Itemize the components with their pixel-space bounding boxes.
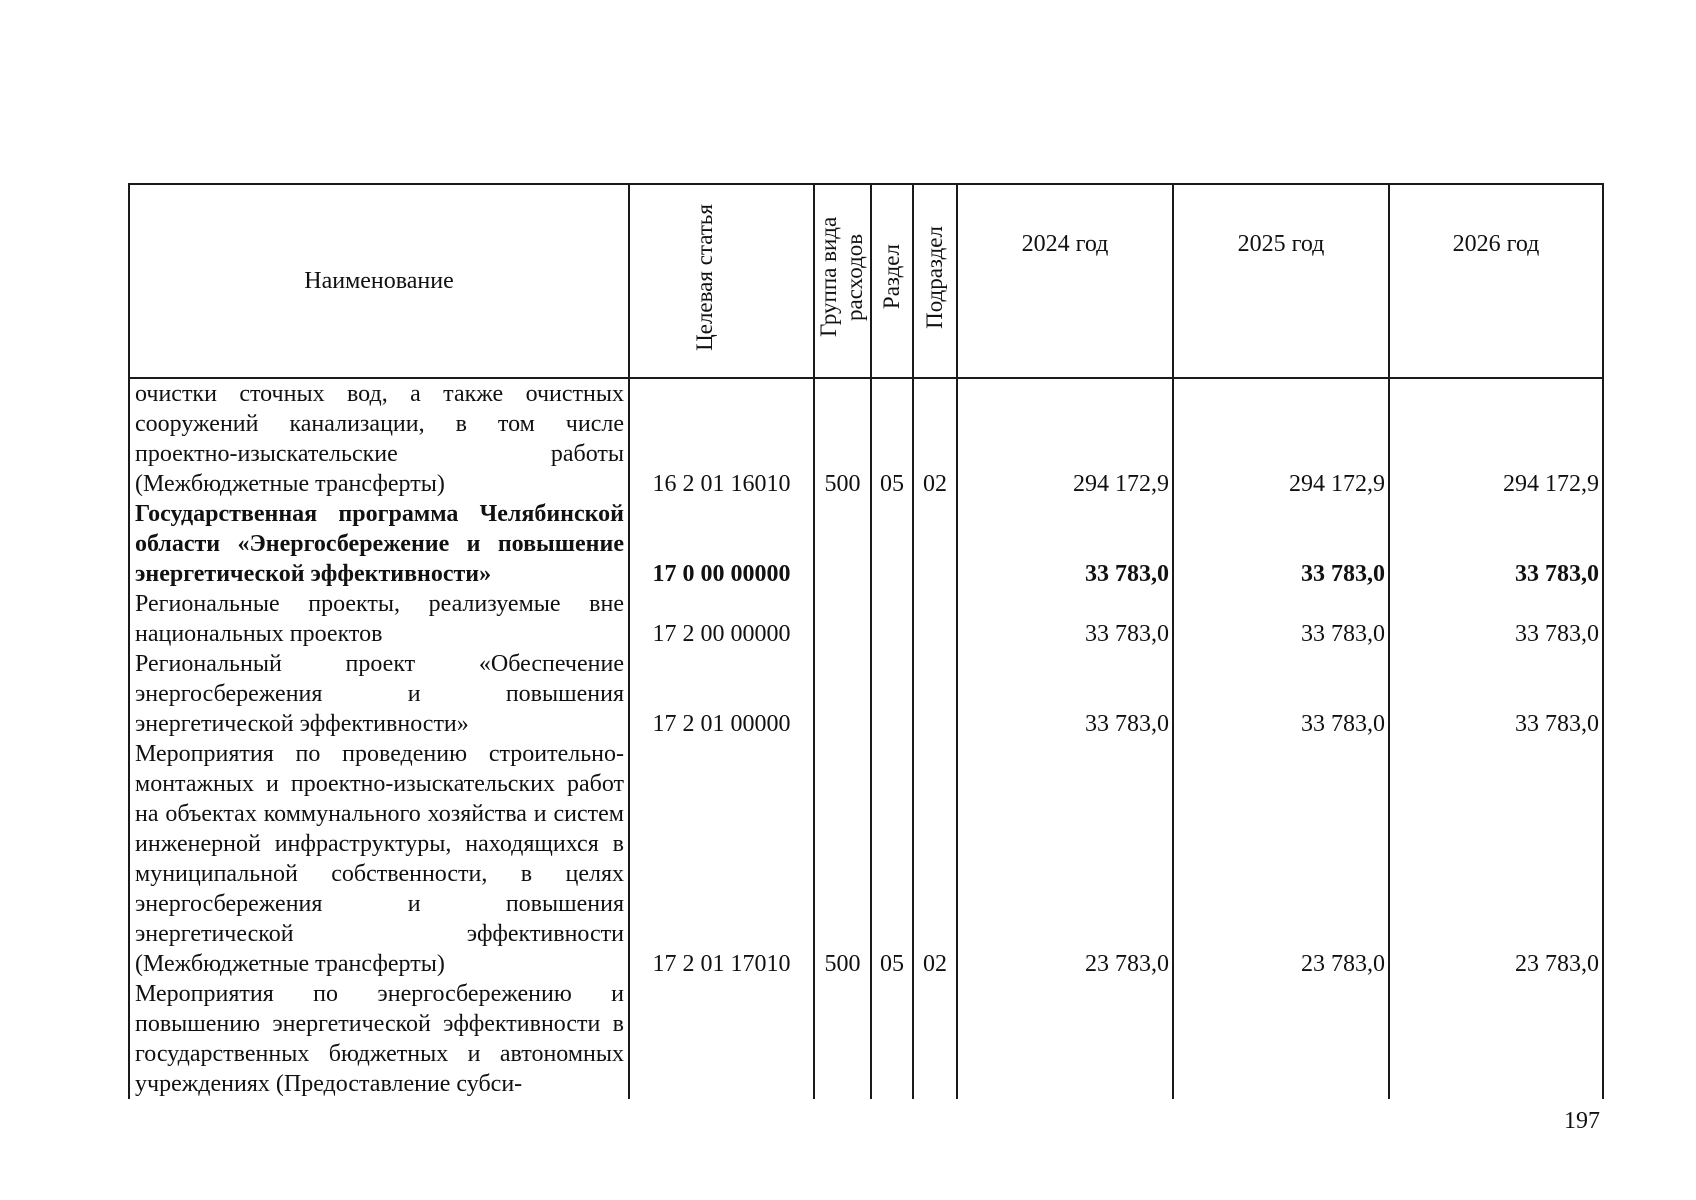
row-subsection: 02 <box>913 378 957 499</box>
row-section <box>871 499 913 589</box>
row-amount-2025: 33 783,0 <box>1173 589 1389 649</box>
header-expense-group-label: Группа вида расходов <box>815 216 867 338</box>
row-subsection <box>913 979 957 1099</box>
row-code: 17 2 01 00000 <box>629 649 814 739</box>
row-group: 500 <box>814 378 871 499</box>
row-amount-2026: 33 783,0 <box>1389 649 1603 739</box>
header-section-label: Раздел <box>879 244 904 310</box>
row-name: Мероприятия по проведению строительно-монтажных и проектно-изыскательских работ на объектах коммунального хозяйства и систем инженерной инфраструктуры, находящихся в муниципальной собственности, в целях энергосбережения и повышения энергетической эффективности (Межбюджетные трансферты) <box>129 739 629 979</box>
row-subsection <box>913 499 957 589</box>
row-section: 05 <box>871 739 913 979</box>
row-group <box>814 649 871 739</box>
row-amount-2026: 23 783,0 <box>1389 739 1603 979</box>
row-section: 05 <box>871 378 913 499</box>
header-year-2025: 2025 год <box>1173 184 1389 378</box>
row-code: 17 2 00 00000 <box>629 589 814 649</box>
table-header-row <box>129 184 1603 378</box>
budget-table <box>128 183 1604 1099</box>
row-amount-2024 <box>957 979 1173 1099</box>
row-code <box>629 979 814 1099</box>
row-subsection: 02 <box>913 739 957 979</box>
row-section <box>871 979 913 1099</box>
header-year-2026: 2026 год <box>1389 184 1603 378</box>
header-section <box>871 184 913 378</box>
row-amount-2026: 33 783,0 <box>1389 589 1603 649</box>
row-amount-2026: 294 172,9 <box>1389 378 1603 499</box>
row-group <box>814 979 871 1099</box>
header-name: Наименование <box>129 184 629 378</box>
row-subsection <box>913 649 957 739</box>
row-name: Региональный проект «Обеспечение энергосбережения и повышения энергетической эффективности» <box>129 649 629 739</box>
table-row <box>129 649 1603 739</box>
row-amount-2025: 33 783,0 <box>1173 499 1389 589</box>
row-amount-2024: 23 783,0 <box>957 739 1173 979</box>
row-subsection <box>913 589 957 649</box>
header-subsection <box>913 184 957 378</box>
table-row <box>129 378 1603 499</box>
header-expense-group <box>814 184 871 378</box>
row-amount-2026: 33 783,0 <box>1389 499 1603 589</box>
row-code: 16 2 01 16010 <box>629 378 814 499</box>
page-number: 197 <box>1564 1108 1600 1134</box>
row-group <box>814 499 871 589</box>
row-group <box>814 589 871 649</box>
row-name: Государственная программа Челябинской области «Энергосбережение и повышение энергетической эффективности» <box>129 499 629 589</box>
row-section <box>871 589 913 649</box>
row-amount-2025: 33 783,0 <box>1173 649 1389 739</box>
table-row <box>129 589 1603 649</box>
row-amount-2025 <box>1173 979 1389 1099</box>
table-row <box>129 739 1603 979</box>
row-amount-2025: 23 783,0 <box>1173 739 1389 979</box>
row-group: 500 <box>814 739 871 979</box>
header-target-article <box>629 184 814 378</box>
row-section <box>871 649 913 739</box>
row-amount-2024: 33 783,0 <box>957 589 1173 649</box>
row-name: Региональные проекты, реализуемые вне национальных проектов <box>129 589 629 649</box>
row-amount-2025: 294 172,9 <box>1173 378 1389 499</box>
row-name: очистки сточных вод, а также очистных сооружений канализации, в том числе проектно-изыскательские работы (Межбюджетные трансферты) <box>129 378 629 499</box>
header-subsection-label: Подраздел <box>922 225 947 329</box>
row-name: Мероприятия по энергосбережению и повышению энергетической эффективности в государственных бюджетных и автономных учреждениях (Предоставление субси- <box>129 979 629 1099</box>
header-target-article-label: Целевая статья <box>691 203 717 351</box>
row-amount-2024: 33 783,0 <box>957 499 1173 589</box>
row-code: 17 2 01 17010 <box>629 739 814 979</box>
table-row <box>129 979 1603 1099</box>
row-amount-2024: 33 783,0 <box>957 649 1173 739</box>
row-amount-2024: 294 172,9 <box>957 378 1173 499</box>
header-year-2024: 2024 год <box>957 184 1173 378</box>
table-row <box>129 499 1603 589</box>
row-code: 17 0 00 00000 <box>629 499 814 589</box>
row-amount-2026 <box>1389 979 1603 1099</box>
